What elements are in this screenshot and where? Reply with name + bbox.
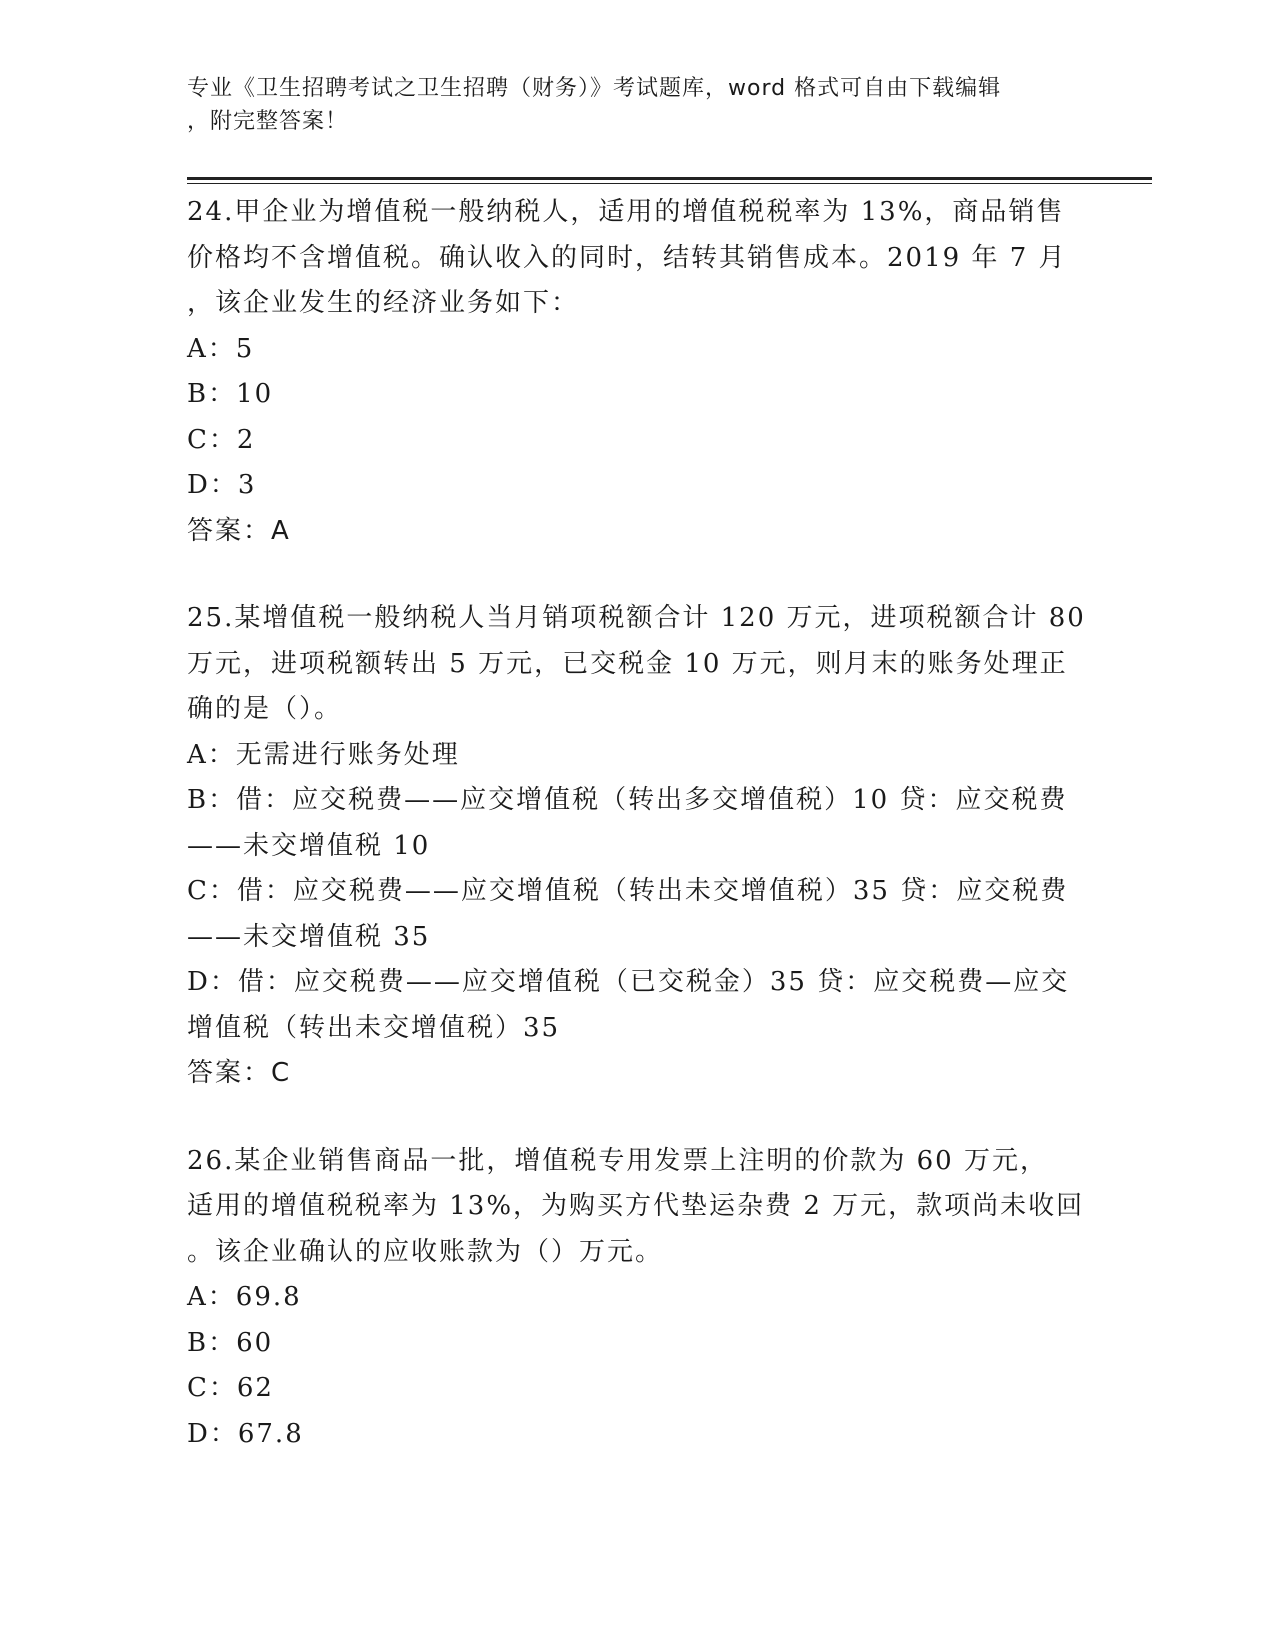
option-a: A：无需进行账务处理 (187, 739, 460, 770)
question-24 (187, 190, 1107, 554)
option-c: C：62 (187, 1373, 274, 1403)
option-c-continued: ——未交增值税 35 (187, 921, 431, 952)
question-stem-line: 25.某增值税一般纳税人当月销项税额合计 120 万元，进项税额合计 80 (187, 603, 1086, 633)
option-d-continued: 增值税（转出未交增值税）35 (187, 1012, 561, 1043)
header-line-1: 专业《卫生招聘考试之卫生招聘（财务）》考试题库，word 格式可自由下载编辑 (187, 76, 1002, 101)
question-stem-line: 万元，进项税额转出 5 万元，已交税金 10 万元，则月末的账务处理正 (187, 648, 1068, 679)
document-header (187, 72, 1067, 138)
option-d: D：3 (187, 470, 257, 500)
question-stem-line: 24.甲企业为增值税一般纳税人，适用的增值税税率为 13%，商品销售 (187, 197, 1065, 227)
option-b: B：10 (187, 379, 274, 409)
question-stem-line: 价格均不含增值税。确认收入的同时，结转其销售成本。2019 年 7 月 (187, 242, 1067, 273)
option-c: C：借：应交税费——应交增值税（转出未交增值税）35 贷：应交税费 (187, 876, 1069, 906)
question-26 (187, 1139, 1107, 1458)
option-b: B：借：应交税费——应交增值税（转出多交增值税）10 贷：应交税费 (187, 785, 1068, 815)
option-d: D：67.8 (187, 1418, 304, 1449)
question-stem-line: 确的是（）。 (187, 694, 343, 724)
question-25 (187, 596, 1107, 1097)
question-stem-line: 。该企业确认的应收账款为（）万元。 (187, 1236, 664, 1267)
answer-line: 答案：C (187, 1058, 292, 1088)
question-stem-line: 适用的增值税税率为 13%，为购买方代垫运杂费 2 万元，款项尚未收回 (187, 1191, 1085, 1221)
option-a: A：69.8 (187, 1282, 302, 1312)
header-rule-thick (187, 177, 1152, 180)
option-d: D：借：应交税费——应交增值税（已交税金）35 贷：应交税费—应交 (187, 967, 1070, 997)
option-b-continued: ——未交增值税 10 (187, 830, 431, 861)
option-a: A：5 (187, 333, 255, 364)
question-list (187, 190, 1107, 1499)
option-c: C：2 (187, 424, 256, 455)
answer-line: 答案：A (187, 515, 291, 546)
question-stem-line: ，该企业发生的经济业务如下： (187, 288, 580, 318)
header-line-2: ，附完整答案！ (187, 109, 349, 134)
header-rule-thin (187, 183, 1152, 184)
question-stem-line: 26.某企业销售商品一批，增值税专用发票上注明的价款为 60 万元， (187, 1145, 1048, 1176)
option-b: B：60 (187, 1327, 274, 1358)
